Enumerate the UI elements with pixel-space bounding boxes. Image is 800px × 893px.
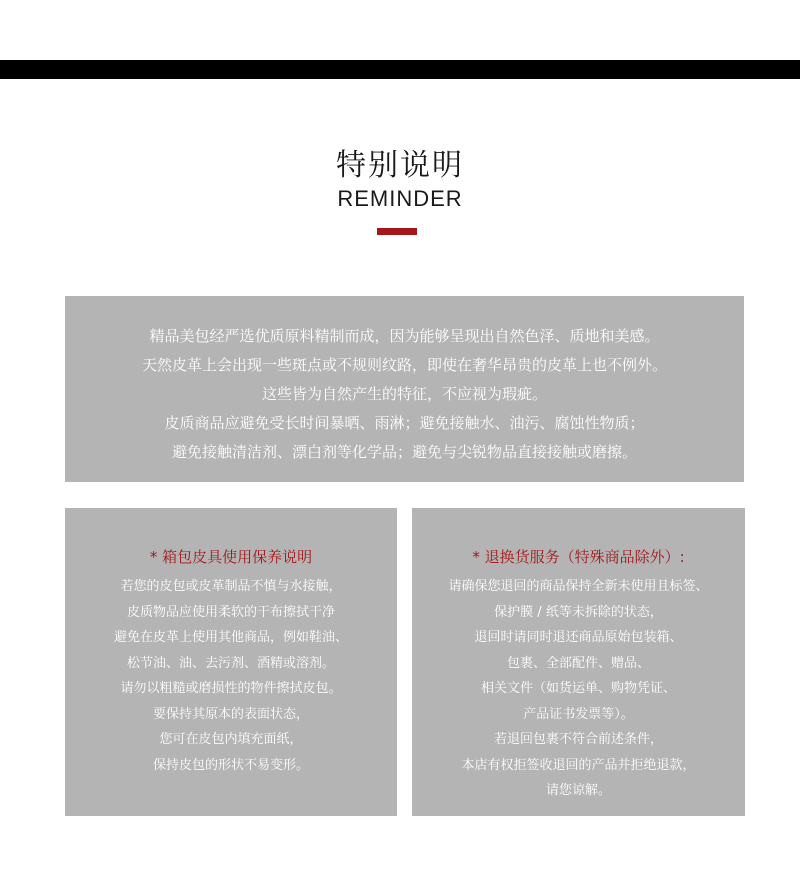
returns-line: 产品证书发票等）。 <box>523 706 634 722</box>
care-heading: * 箱包皮具使用保养说明 <box>149 548 313 566</box>
notice-line: 天然皮革上会出现一些斑点或不规则纹路，即使在奢华昂贵的皮革上也不例外。 <box>141 356 667 374</box>
notice-line: 这些皆为自然产生的特征，不应视为瑕疵。 <box>261 385 547 403</box>
returns-panel <box>412 508 745 816</box>
returns-line: 退回时请同时退还商品原始包装箱、 <box>474 630 683 645</box>
page-subtitle: REMINDER <box>337 186 463 211</box>
top-bar <box>0 60 800 79</box>
title-accent-bar <box>377 228 417 235</box>
returns-line: 本店有权拒签收退回的产品并拒绝退款， <box>461 757 696 773</box>
returns-heading: * 退换货服务（特殊商品除外）: <box>472 548 685 566</box>
care-line: 若您的皮包或皮革制品不慎与水接触， <box>120 579 342 594</box>
returns-line: 请您谅解。 <box>545 783 611 798</box>
returns-line: 请确保您退回的商品保持全新未使用且标签、 <box>448 579 709 594</box>
notice-line: 精品美包经严选优质原料精制而成，因为能够呈现出自然色泽、质地和美感。 <box>149 327 660 345</box>
returns-line: 相关文件（如货运单、购物凭证、 <box>480 681 676 696</box>
returns-line: 若退回包裹不符合前述条件， <box>493 732 663 747</box>
returns-line: 保护膜 / 纸等未拆除的状态， <box>494 604 663 620</box>
notice-panel <box>65 296 744 482</box>
care-line: 避免在皮革上使用其他商品，例如鞋油、 <box>113 630 348 645</box>
notice-line: 皮质商品应避免受长时间暴晒、雨淋；避免接触水、油污、腐蚀性物质； <box>164 414 645 432</box>
care-line: 您可在皮包内填充面纸， <box>159 732 303 747</box>
care-line: 保持皮包的形状不易变形。 <box>152 757 309 773</box>
care-line: 皮质物品应使用柔软的干布擦拭干净 <box>126 604 335 620</box>
care-line: 要保持其原本的表面状态， <box>152 706 309 722</box>
care-panel <box>65 508 397 816</box>
returns-line: 包裹、全部配件、赠品、 <box>506 655 650 671</box>
care-line: 请勿以粗糙或磨损性的物件擦拭皮包。 <box>120 681 342 696</box>
care-line: 松节油、油、去污剂、酒精或溶剂。 <box>126 655 335 671</box>
page-title: 特别说明 <box>336 148 464 183</box>
notice-line: 避免接触清洁剂、漂白剂等化学品；避免与尖锐物品直接接触或磨擦。 <box>171 443 637 461</box>
